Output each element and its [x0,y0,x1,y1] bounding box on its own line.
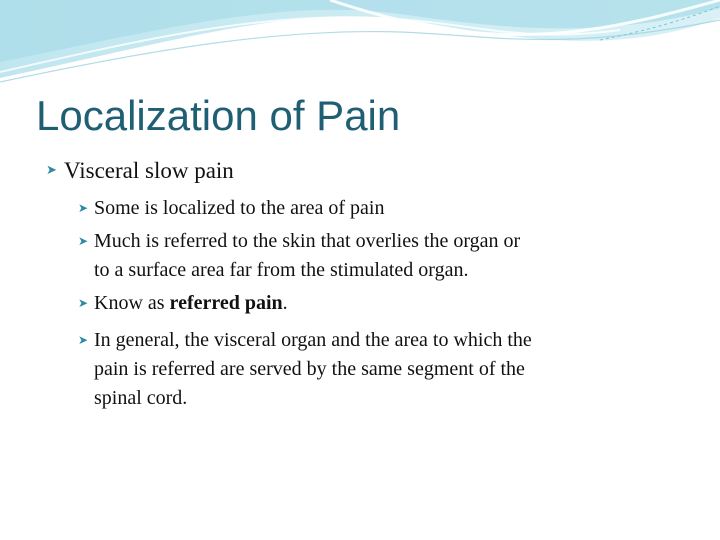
chevron-bullet-icon: ➤ [78,296,89,310]
bullet-item [78,194,678,223]
bullet-text [78,289,678,318]
bullet-item [78,289,678,318]
bullet-text-line: to a surface area far from the stimulated organ. [94,259,469,281]
bullet-text-line: spinal cord. [94,387,188,409]
bullet-item [78,227,678,285]
bullet-text-post: . [282,292,288,314]
chevron-bullet-icon: ➤ [78,333,89,347]
bullet-text: Visceral slow pain [64,158,234,183]
chevron-bullet-icon: ➤ [78,201,89,215]
bullet-text-bold: referred pain [169,292,283,314]
bullet-item [78,326,678,413]
bullet-text: Some is localized to the area of pain [94,197,385,219]
chevron-bullet-icon: ➤ [78,234,89,248]
bullet-text-line: In general, the visceral organ and the area to which the [94,329,532,351]
bullet-text-line: pain is referred are served by the same segment of the [94,358,525,380]
chevron-bullet-icon: ➤ [46,163,57,178]
bullet-text-line: Much is referred to the skin that overlies the organ or [94,230,521,252]
bullet-level1 [46,156,234,186]
slide-title: Localization of Pain [36,92,401,139]
bullet-text-pre: Know as [94,292,170,314]
